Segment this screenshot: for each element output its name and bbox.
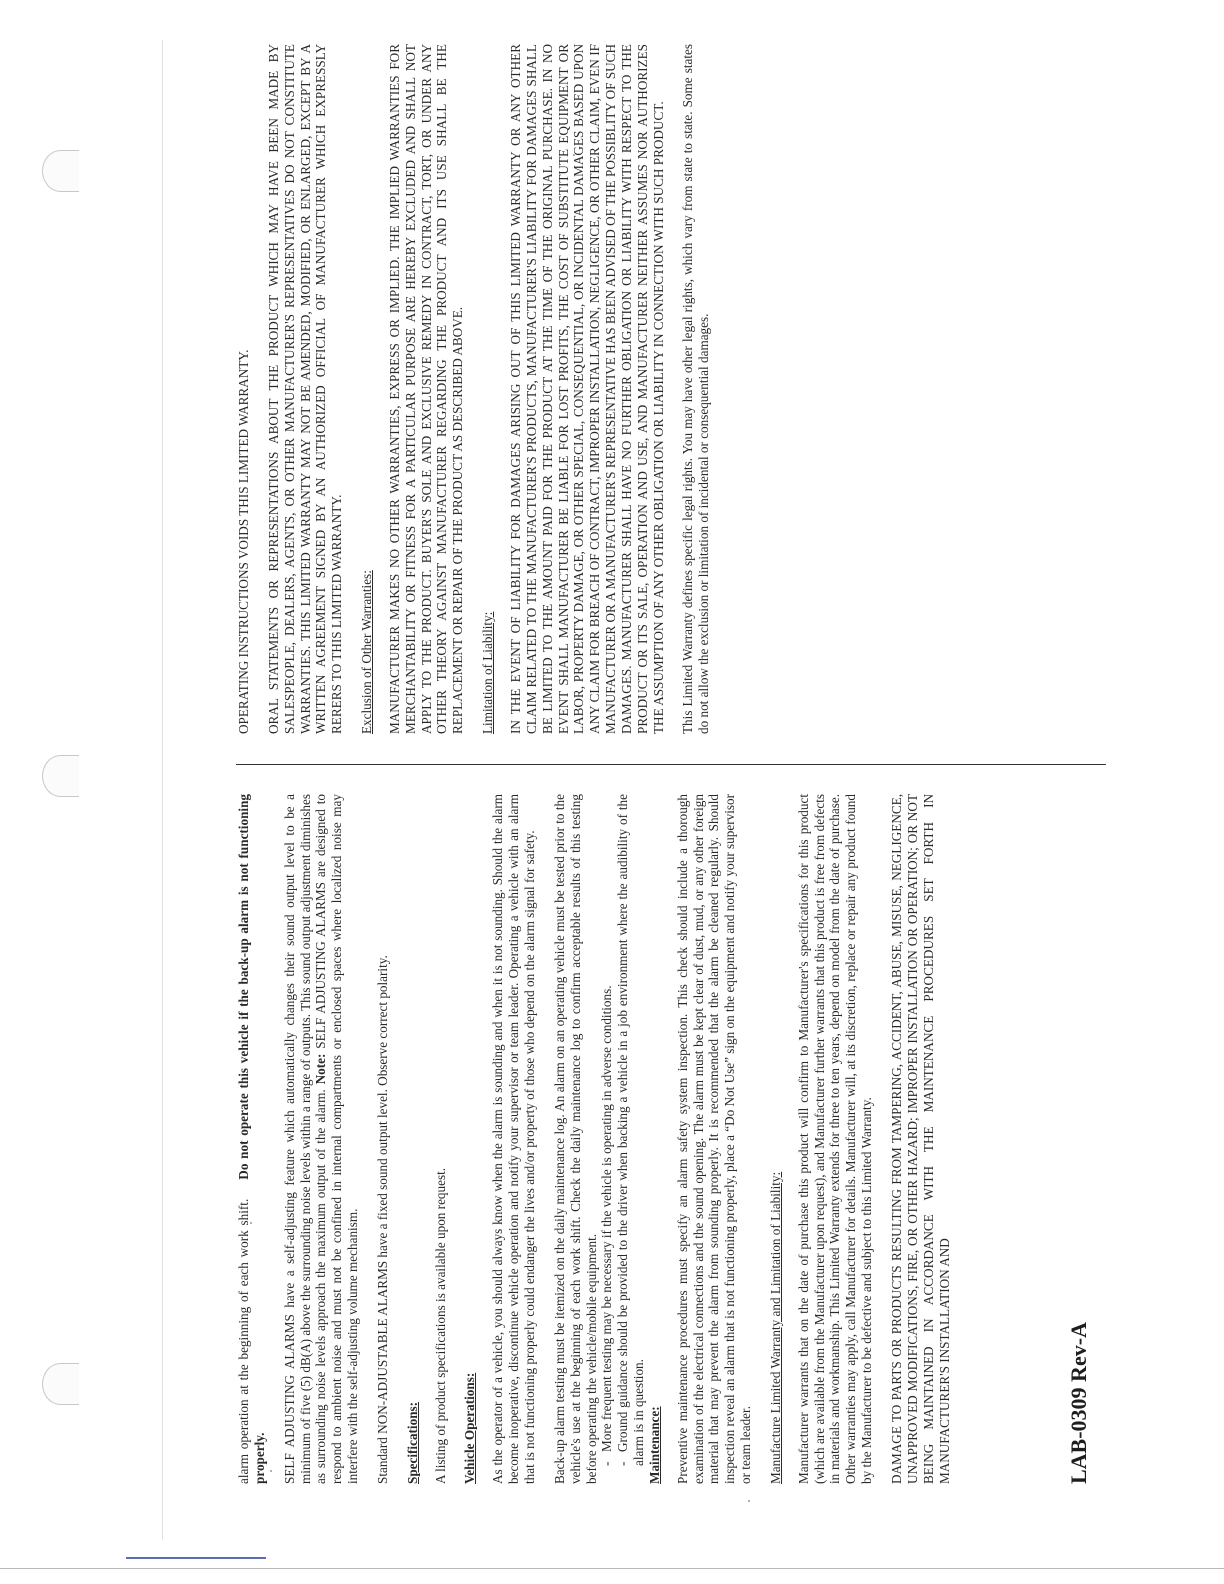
vehicle-operations-heading: Vehicle Operations: [462, 1372, 478, 1484]
note-text: SELF ADJUSTING ALARMS are designed to respond to ambient noise and must not be confined in internal compartments or enclosed spaces where localized noise may interfere with the self-adjusting volume mechanism. [313, 794, 361, 1484]
dash-bullet: - [599, 1461, 615, 1466]
bullet-item [599, 794, 615, 1484]
limitation-heading: Limitation of Liability: [480, 611, 496, 734]
bullet-text: Ground guidance should be provided to the driver when backing a vehicle in a job environment where the audibility of the alarm is in question. [615, 794, 647, 1466]
warranty-p2: DAMAGE TO PARTS OR PRODUCTS RESULTING FROM TAMPERING, ACCIDENT, ABUSE, MISUSE, NEGLIGENCE, UNAPPROVED MODIFICATIONS, FIRE, OR OTHER HAZARD; IMPROPER INSTALLATION OR OPERATION; OR NOT BEING MAINTAINED IN ACCORDANCE WITH THE MAINTENANCE PROCEDURES SET FORTH IN MANUFACTURER'S INSTALLATION AND [889, 794, 952, 1484]
bullet-item [615, 794, 647, 1484]
bullet-text: More frequent testing may be necessary if the vehicle is operating in adverse conditions. [599, 985, 615, 1452]
punch-hole-middle [42, 755, 79, 797]
scan-margin-line [162, 40, 163, 1540]
self-adjusting-paragraph [282, 794, 361, 1484]
intro-text: alarm operation at the beginning of each work shift. [236, 1198, 251, 1484]
closing-paragraph: This Limited Warranty defines specific legal rights. You may have other legal rights, which vary from state to state. Some states do not allow the exclusion or limitation of incidental or consequential damages. [680, 44, 712, 734]
maintenance-heading: Maintenance: [646, 1406, 662, 1484]
maintenance-text: Preventive maintenance procedures must specify an alarm safety system inspection. This check should include a thorough examination of the electrical connections and the sound opening. The alarm must be kept clear of dust, mud, or any other foreign material that may prevent the alarm from sounding properly. It is recommended that the alarm be cleaned regularly. Should inspection reveal an alarm that is not functioning properly, place a “Do Not Use” sign on the equipment and notify your supervisor or team leader. [674, 794, 754, 1484]
rotated-document [236, 44, 1106, 1484]
intro-paragraph [236, 794, 268, 1484]
limitation-text: IN THE EVENT OF LIABILITY FOR DAMAGES ARISING OUT OF THIS LIMITED WARRANTY OR ANY OTHER CLAIM RELATED TO THE MANUFACTURER'S PRODUCTS, MANUFACTURER'S LIABILITY FOR DAMAGES SHALL BE LIMITED TO THE AMOUNT PAID FOR THE PRODUCT AT THE TIME OF THE ORIGINAL PURCHASE. IN NO EVENT SHALL MANUFACTURER BE LIABLE FOR LOST PROFITS, THE COST OF SUBSTITUTE EQUIPMENT OR LABOR, PROPERTY DAMAGE, OR OTHER SPECIAL, CONSEQUENTIAL, OR INCIDENTAL DAMAGES BASED UPON ANY CLAIM FOR BREACH OF CONTRACT, IMPROPER INSTALLATION, NEGLIGENCE, OR OTHER CLAIM, EVEN IF MANUFACTURER OR A MANUFACTURER'S REPRESENTATIVE HAS BEEN ADVISED OF THE POSSIBLITY OF SUCH DAMAGES. MANUFACTURER SHALL HAVE NO FURTHER OBLIGATION OR LIABILITY WITH RESPECT TO THE PRODUCT OR ITS SALE, OPERATION AND USE, AND MANUFACTURER NEITHER ASSUMES NOR AUTHORIZES THE ASSUMPTION OF ANY OTHER OBLIGATION OR LIABILITY IN CONNECTION WITH SUCH PRODUCT. [507, 44, 666, 734]
specifications-heading: Specifications: [404, 1401, 420, 1484]
document-id: LAB-0309 Rev-A [1066, 1322, 1091, 1484]
vehicle-operations-p1: As the operator of a vehicle, you should always know when the alarm is sounding and when it is not sounding. Should the alarm become inoperative, discontinue vehicle operation and notify your supervisor or team leader. Operating a vehicle with an alarm that is not functioning properly could endanger the lives and/or property of those who depend on the alarm signal for safety. [490, 794, 537, 1484]
punch-hole-top [42, 150, 79, 192]
warranty-p1: Manufacturer warrants that on the date of purchase this product will confirm to Manufacturer's specifications for this product (which are available from the Manufacturer upon request), and Manufacturer further warrants that this product is free from defects in materials and workmanship. This Limited Warranty extends for three to ten years, depend on model from the date of purchase. Other warranties may apply, call Manufacturer for details. Manufacturer will, at its discretion, replace or repair any product found by the Manufacturer to be defective and subject to this Limited Warranty. [795, 794, 875, 1484]
scan-speck [748, 1500, 750, 1502]
scan-bottom-edge [0, 1568, 1224, 1569]
self-adjusting-text: SELF ADJUSTING ALARMS have a self-adjusting feature which automatically changes their sound output level to be a minimum of five (5) dB(A) above the surrounding noise levels within a range of outputs. This sound output adjustment diminishes as surrounding noise levels approach the maximum output of the alarm. [281, 794, 329, 1484]
specifications-text: A listing of product specifications is available upon request. [432, 1167, 448, 1484]
column-divider [236, 764, 1106, 765]
punch-hole-bottom [42, 1363, 79, 1405]
standard-alarms-paragraph: Standard NON-ADJUSTABLE ALARMS have a fixed sound output level. Observe correct polarity. [374, 955, 390, 1484]
oral-statements-paragraph: ORAL STATEMENTS OR REPRESENTATIONS ABOUT THE PRODUCT WHICH MAY HAVE BEEN MADE BY SALESPEOPLE, DEALERS, AGENTS, OR OTHER MANUFACTURER'S REPRESENTATIVES DO NOT CONSTITUTE WARRANTIES. THIS LIMITED WARRANTY MAY NOT BE AMENDED, MODIFIED, OR ENLARGED, EXCEPT BY A WRITTEN AGREEMENT SIGNED BY AN AUTHORIZED OFFICIAL OF MANUFACTURER WHICH EXPRESSLY RERERS TO THIS LIMITED WARRANTY. [265, 44, 345, 734]
left-column [236, 794, 1106, 1484]
vehicle-operations-p2: Back-up alarm testing must be itemized on the daily maintenance log. An alarm on an operating vehicle must be tested prior to the vehicle's use at the beginning of each work shift. Check the daily maintenance log to confirm acceptable results of this testing before operating the vehicle/mobile equipment. [551, 794, 599, 1484]
warranty-heading: Manufacture Limited Warranty and Limitation of Liability: [767, 1171, 783, 1484]
note-label: Note: [313, 1053, 329, 1085]
intro-warning: Do not operate this vehicle if the back-up alarm is not functioning properly. [236, 794, 267, 1484]
right-column [236, 44, 1106, 734]
scan-edge-mark [126, 1557, 266, 1559]
dash-bullet: - [615, 1461, 631, 1466]
exclusion-text: MANUFACTURER MAKES NO OTHER WARRANTIES, EXPRESS OR IMPLIED. THE IMPLIED WARRANTIES FOR MERCHANTABILITY OR FITNESS FOR A PARTICULAR PURPOSE ARE HEREBY EXCLUDED AND SHALL NOT APPLY TO THE PRODUCT. BUYER'S SOLE AND EXCLUSIVE REMEDY IN CONTRACT, TORT, OR UNDER ANY OTHER THEORY AGAINST MANUFACTURER REGARDING THE PRODUCT AND ITS USE SHALL BE THE REPLACEMENT OR REPAIR OF THE PRODUCT AS DESCRIBED ABOVE. [386, 44, 466, 734]
voids-warranty-paragraph: OPERATING INSTRUCTIONS VOIDS THIS LIMITED WARRANTY. [236, 349, 251, 734]
exclusion-heading: Exclusion of Other Warranties: [359, 570, 375, 734]
